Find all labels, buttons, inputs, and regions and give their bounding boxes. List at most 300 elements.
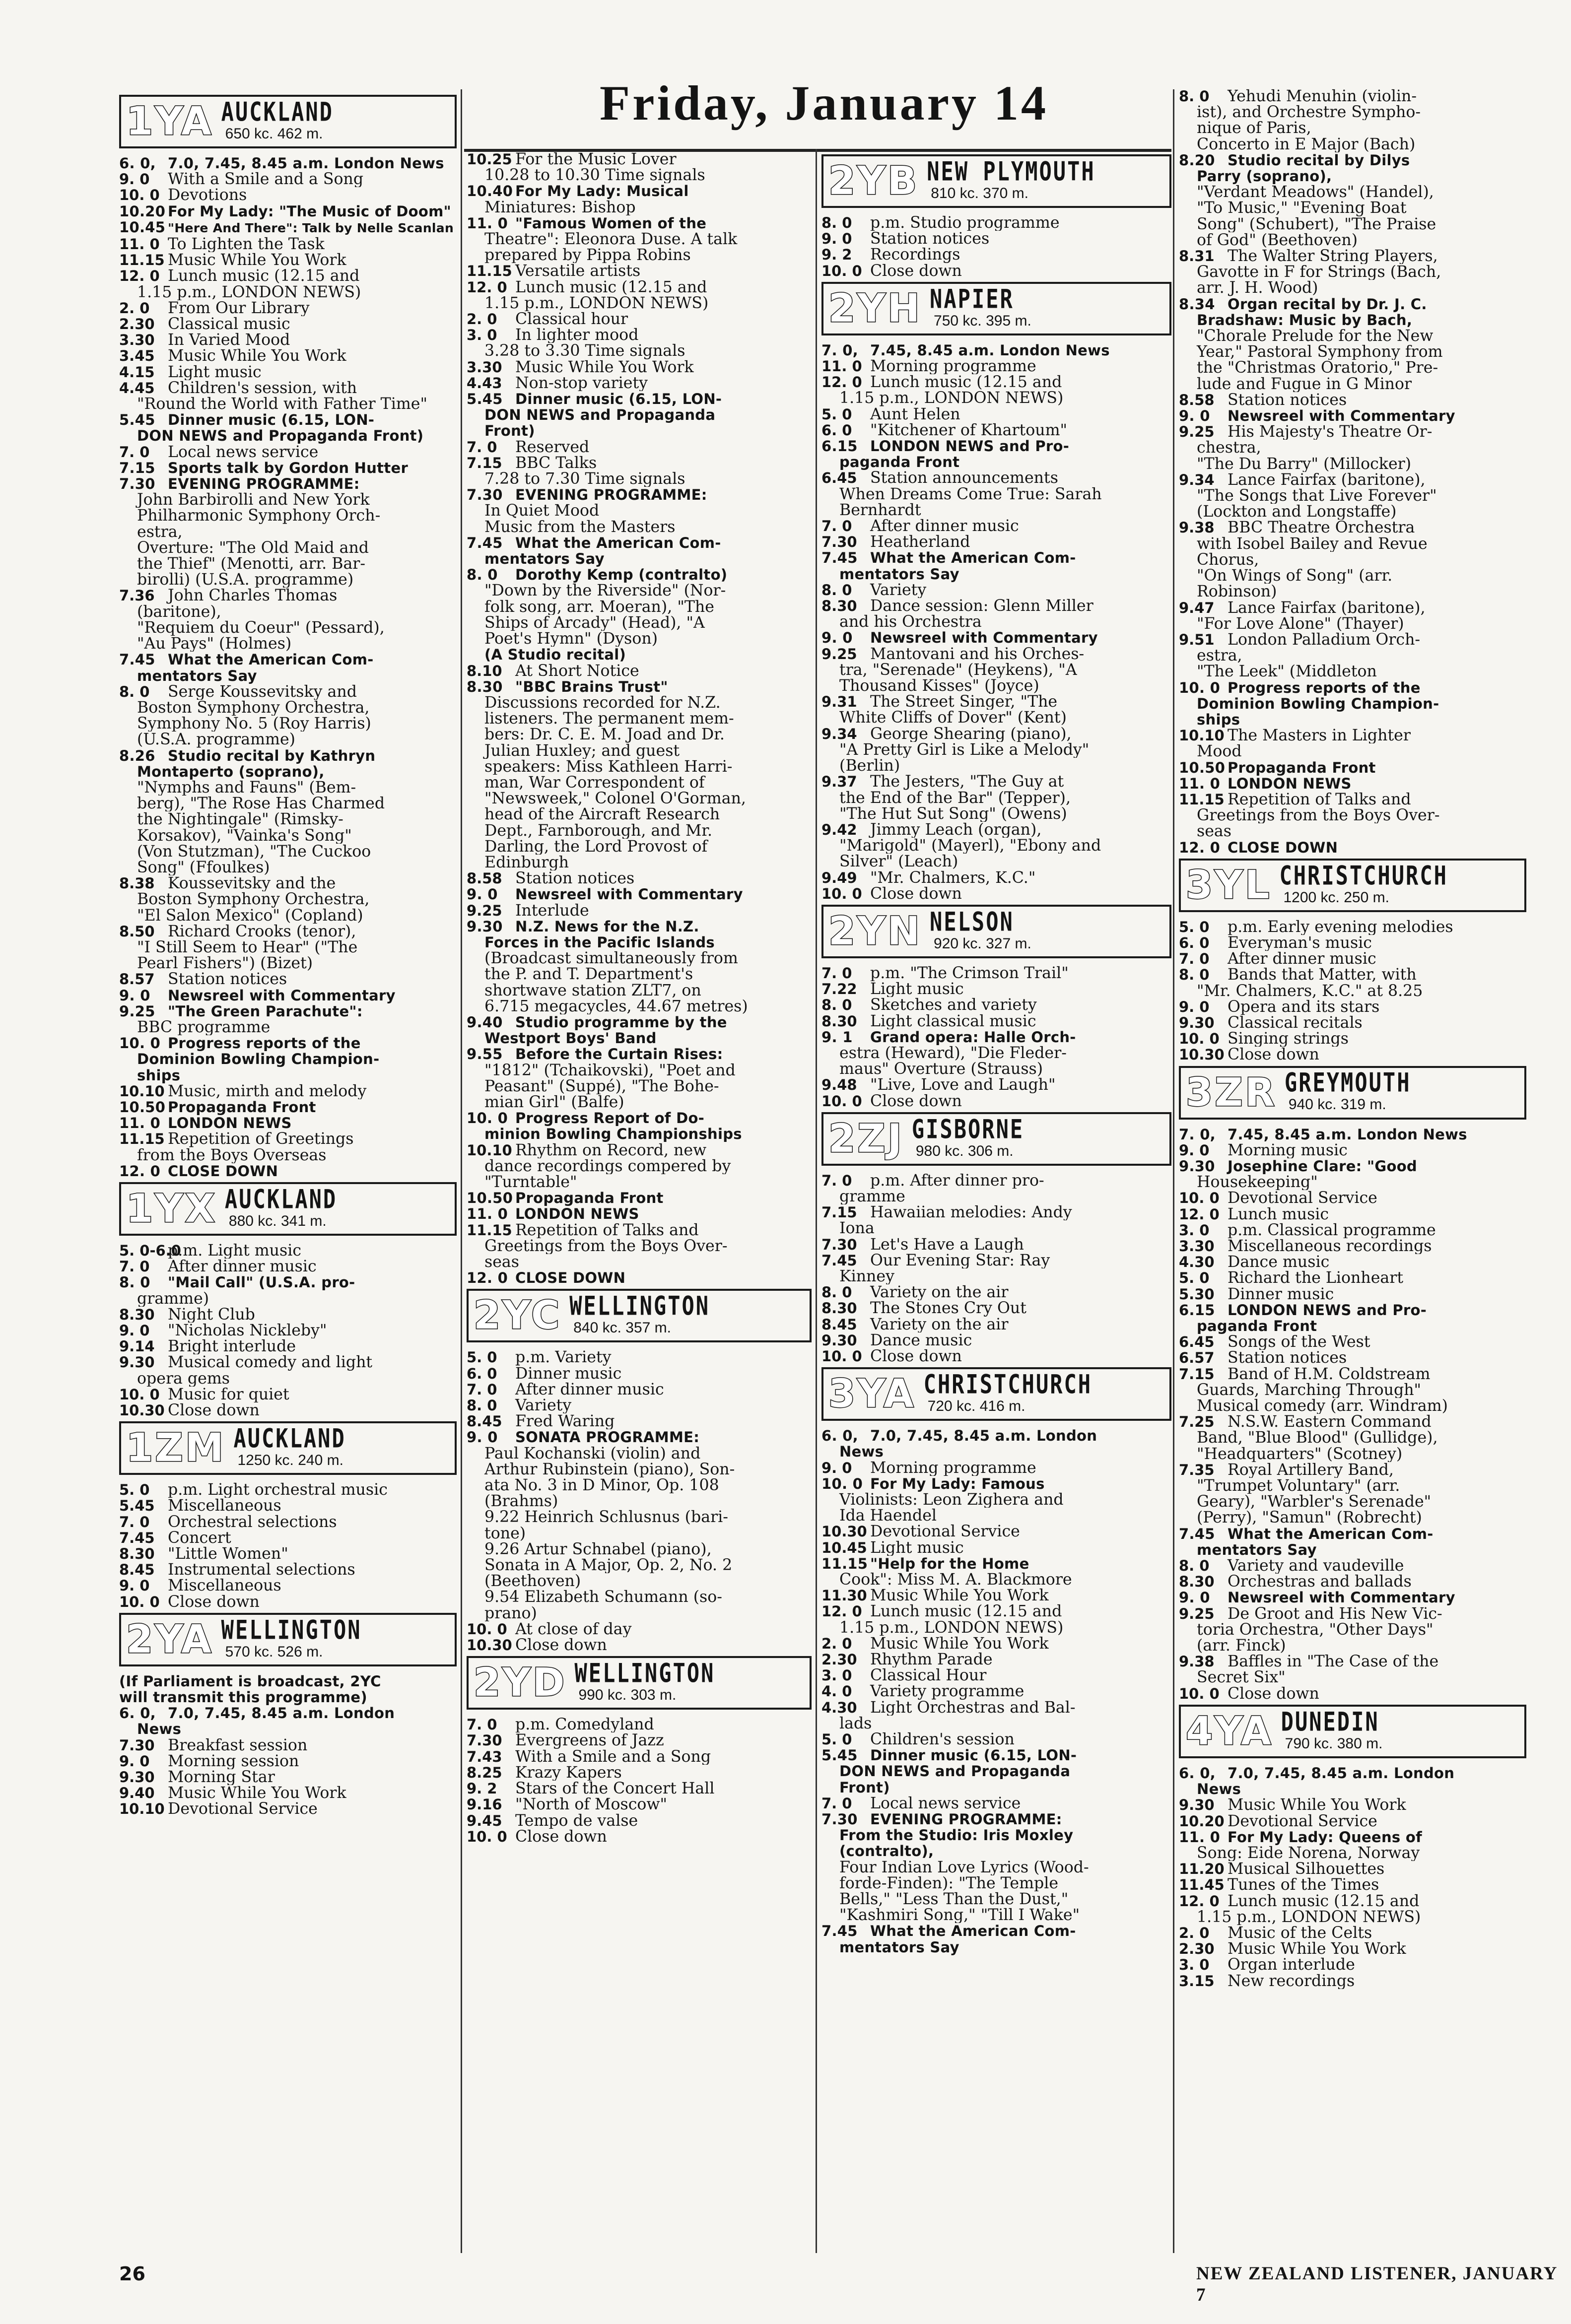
programme-time: 9. 2 bbox=[467, 1781, 497, 1797]
programme-text: Housekeeping" bbox=[1197, 1174, 1318, 1191]
programme-time: 8. 0 bbox=[467, 567, 498, 583]
programme-time: 7. 0 bbox=[119, 444, 150, 460]
programme-text: Front) bbox=[839, 1779, 890, 1795]
programme-detail bbox=[821, 1716, 1171, 1731]
programme-time: 12. 0 bbox=[119, 268, 160, 284]
programme-time: 9. 2 bbox=[821, 247, 852, 263]
programme-entry bbox=[1179, 1893, 1526, 1909]
programme-entry bbox=[467, 1366, 812, 1382]
programme-entry bbox=[1179, 296, 1526, 312]
programme-text: mian Girl" (Balfe) bbox=[484, 1094, 624, 1111]
programme-text: CLOSE DOWN bbox=[1228, 839, 1338, 856]
programme-detail bbox=[119, 860, 457, 875]
programme-time: 8. 0 bbox=[467, 1397, 497, 1414]
programme-entry bbox=[821, 534, 1171, 550]
programme-time: 7.36 bbox=[119, 588, 155, 604]
programme-text: Devotions bbox=[168, 187, 247, 203]
programme-text: p.m. Light orchestral music bbox=[168, 1482, 388, 1498]
programme-time: 9. 0 bbox=[821, 231, 852, 247]
programme-text: Thousand Kisses" (Joyce) bbox=[839, 678, 1039, 694]
programme-text: 7.28 to 7.30 Time signals bbox=[484, 471, 685, 487]
programme-text: 10.28 to 10.30 Time signals bbox=[484, 167, 705, 184]
programme-text: For My Lady: Queens of bbox=[1228, 1829, 1422, 1845]
programme-time: 10.20 bbox=[119, 203, 166, 219]
programme-text: EVENING PROGRAMME: bbox=[870, 1811, 1062, 1828]
programme-text: Reserved bbox=[515, 439, 590, 455]
programme-text: Edinburgh bbox=[484, 854, 569, 871]
programme-text: Station notices bbox=[168, 971, 287, 988]
programme-time: 4.30 bbox=[821, 1699, 857, 1716]
programme-text: Lance Fairfax (baritone), bbox=[1228, 599, 1426, 616]
programme-entry bbox=[119, 1737, 457, 1753]
programme-text: Music, mirth and melody bbox=[168, 1083, 367, 1099]
programme-text: Tempo de valse bbox=[515, 1812, 638, 1829]
programme-text: Pearl Fishers") (Bizet) bbox=[137, 955, 313, 972]
programme-text: Sketches and variety bbox=[870, 997, 1037, 1013]
programme-text: Boston Symphony Orchestra, bbox=[137, 891, 370, 908]
programme-text: Overture: "The Old Maid and bbox=[137, 539, 369, 556]
programme-text: Children's session, with bbox=[168, 380, 357, 397]
programme-text: "Nymphs and Fauns" (Bem- bbox=[137, 779, 356, 796]
programme-detail bbox=[1179, 232, 1526, 248]
programme-detail bbox=[467, 1509, 812, 1525]
programme-detail bbox=[467, 950, 812, 966]
station-call-sign: 1YX bbox=[126, 1187, 217, 1231]
programme-time: 7. 0, bbox=[1179, 1126, 1216, 1142]
programme-time: 5. 0-6.0 bbox=[119, 1243, 181, 1259]
programme-text: "Trumpet Voluntary" (arr. bbox=[1197, 1478, 1400, 1494]
programme-text: Koussevitsky and the bbox=[168, 875, 336, 892]
programme-time: 9.14 bbox=[119, 1338, 155, 1355]
programme-text: Dance music bbox=[1228, 1254, 1330, 1270]
programme-entry bbox=[467, 1749, 812, 1765]
programme-entry bbox=[119, 652, 457, 667]
programme-text: estra, bbox=[137, 524, 183, 540]
programme-entry bbox=[119, 444, 457, 460]
programme-detail bbox=[1179, 1510, 1526, 1526]
programme-text: Year," Pastoral Symphony from bbox=[1197, 344, 1443, 360]
programme-text: Greetings from the Boys Over- bbox=[1197, 807, 1440, 824]
programme-time: 5.30 bbox=[1179, 1286, 1215, 1302]
programme-detail bbox=[1179, 1542, 1526, 1558]
programme-detail bbox=[467, 1526, 812, 1541]
programme-detail bbox=[821, 678, 1171, 694]
programme-text: LONDON NEWS bbox=[1228, 775, 1352, 792]
station-city: AUCKLAND bbox=[224, 1184, 338, 1214]
programme-entry bbox=[821, 406, 1171, 422]
programme-detail bbox=[1179, 280, 1526, 296]
programme-text: Studio recital by Kathryn bbox=[168, 747, 376, 764]
station-frequency: 720 kc. 416 m. bbox=[927, 1398, 1025, 1415]
programme-text: Devotional Service bbox=[1228, 1190, 1377, 1206]
programme-text: Classical music bbox=[168, 316, 290, 332]
programme-detail bbox=[1179, 360, 1526, 376]
programme-entry bbox=[821, 1524, 1171, 1539]
programme-text: Korsakov), "Vainka's Song" bbox=[137, 827, 352, 844]
page-date-heading: Friday, January 14 bbox=[600, 75, 1048, 131]
programme-entry bbox=[1179, 1590, 1526, 1605]
programme-entry bbox=[1179, 248, 1526, 264]
programme-entry bbox=[821, 1460, 1171, 1476]
programme-time: 11.20 bbox=[1179, 1861, 1225, 1877]
programme-time: 9. 0 bbox=[821, 630, 853, 646]
programme-entry bbox=[1179, 424, 1526, 440]
programme-entry bbox=[821, 1700, 1171, 1716]
programme-text: Morning programme bbox=[870, 1460, 1036, 1476]
programme-detail bbox=[821, 1859, 1171, 1875]
station-city: CHRISTCHURCH bbox=[1279, 860, 1448, 891]
programme-detail bbox=[467, 727, 812, 742]
programme-entry bbox=[119, 1594, 457, 1610]
programme-text: (If Parliament is broadcast, 2YC bbox=[119, 1673, 381, 1690]
programme-entry bbox=[821, 1253, 1171, 1268]
programme-detail bbox=[1179, 584, 1526, 599]
programme-detail bbox=[821, 566, 1171, 582]
programme-text: Light classical music bbox=[870, 1013, 1036, 1029]
programme-detail bbox=[821, 758, 1171, 774]
programme-entry bbox=[1179, 1206, 1526, 1222]
programme-entry bbox=[467, 679, 812, 695]
station-frequency: 790 kc. 380 m. bbox=[1285, 1735, 1383, 1752]
programme-text: New recordings bbox=[1228, 1973, 1355, 1989]
programme-text: What the American Com- bbox=[870, 1923, 1076, 1939]
programme-time: 9. 0 bbox=[1179, 1142, 1210, 1158]
programme-entry bbox=[467, 1382, 812, 1397]
programme-entry bbox=[821, 1636, 1171, 1652]
programme-text: "The Songs that Live Forever" bbox=[1197, 488, 1437, 504]
programme-entry bbox=[119, 1099, 457, 1115]
programme-detail bbox=[119, 955, 457, 971]
programme-time: 3.30 bbox=[119, 332, 155, 348]
programme-text: Close down bbox=[870, 885, 962, 902]
station-frequency: 1200 kc. 250 m. bbox=[1283, 889, 1389, 906]
programme-entry bbox=[467, 215, 812, 231]
programme-detail bbox=[119, 556, 457, 572]
programme-text: the Thief" (Menotti, arr. Bar- bbox=[137, 556, 366, 572]
programme-text: Close down bbox=[870, 1348, 962, 1365]
programme-time: 11.30 bbox=[821, 1588, 867, 1604]
programme-time: 10.40 bbox=[467, 183, 513, 199]
programme-detail bbox=[1179, 664, 1526, 679]
programme-entry bbox=[467, 663, 812, 679]
programme-text: "Turntable" bbox=[484, 1174, 577, 1191]
programme-time: 10. 0 bbox=[119, 1386, 160, 1403]
programme-entry bbox=[821, 358, 1171, 374]
programme-time: 9.25 bbox=[1179, 424, 1215, 440]
programme-time: 8. 0 bbox=[821, 582, 852, 598]
programme-text: estra (Heward), "Die Fleder- bbox=[839, 1045, 1067, 1062]
programme-text: What the American Com- bbox=[870, 550, 1076, 566]
programme-detail bbox=[821, 502, 1171, 518]
programme-entry bbox=[1179, 1558, 1526, 1574]
programme-detail bbox=[467, 1094, 812, 1110]
programme-detail bbox=[467, 519, 812, 535]
programme-entry bbox=[467, 1222, 812, 1238]
programme-text: Guards, Marching Through" bbox=[1197, 1382, 1422, 1398]
programme-entry bbox=[119, 1083, 457, 1099]
programme-time: 3. 0 bbox=[467, 327, 497, 343]
programme-text: listeners. The permanent mem- bbox=[484, 711, 734, 727]
programme-text: Lunch music (12.15 and bbox=[870, 1603, 1062, 1620]
programme-detail bbox=[821, 838, 1171, 854]
programme-text: The Jesters, "The Guy at bbox=[870, 774, 1064, 790]
programme-detail bbox=[467, 1238, 812, 1254]
programme-text: Fred Waring bbox=[515, 1413, 615, 1430]
programme-text: "Chorale Prelude for the New bbox=[1197, 328, 1434, 344]
programme-detail bbox=[1179, 743, 1526, 759]
programme-text: Local news service bbox=[870, 1795, 1021, 1812]
programme-text: Rhythm on Record, new bbox=[515, 1142, 707, 1158]
programme-entry bbox=[119, 1035, 457, 1051]
programme-detail bbox=[119, 796, 457, 811]
programme-text: 6.715 megacycles, 44.67 metres) bbox=[484, 998, 748, 1014]
programme-time: 7.30 bbox=[467, 1732, 502, 1749]
programme-time: 12. 0 bbox=[467, 279, 507, 295]
programme-text: paganda Front bbox=[839, 454, 960, 470]
programme-detail bbox=[119, 1721, 457, 1737]
programme-text: Close down bbox=[515, 1637, 607, 1654]
programme-entry bbox=[1179, 728, 1526, 743]
programme-entry bbox=[1179, 392, 1526, 408]
programme-text: Bernhardt bbox=[839, 502, 921, 519]
programme-text: What the American Com- bbox=[168, 652, 374, 668]
programme-time: 8.30 bbox=[821, 1300, 857, 1317]
programme-detail bbox=[467, 839, 812, 855]
programme-detail bbox=[467, 503, 812, 519]
programme-detail bbox=[467, 966, 812, 982]
programme-detail bbox=[467, 231, 812, 247]
programme-time: 8.30 bbox=[119, 1546, 155, 1562]
programme-text: Dept., Farnborough, and Mr. bbox=[484, 822, 712, 839]
programme-time: 6. 0 bbox=[467, 1365, 497, 1382]
programme-detail bbox=[467, 295, 812, 311]
programme-time: 11.15 bbox=[467, 263, 512, 279]
programme-entry bbox=[1179, 1047, 1526, 1062]
programme-entry bbox=[821, 1811, 1171, 1827]
programme-text: (baritone), bbox=[137, 603, 221, 620]
programme-entry bbox=[119, 1274, 457, 1290]
programme-entry bbox=[821, 263, 1171, 279]
programme-time: 7.43 bbox=[467, 1748, 502, 1765]
programme-text: 1.15 p.m., LONDON NEWS) bbox=[839, 390, 1064, 406]
programme-text: Lunch music bbox=[1228, 1206, 1329, 1222]
programme-detail bbox=[467, 1174, 812, 1190]
programme-time: 11. 0 bbox=[1179, 1829, 1221, 1845]
programme-detail bbox=[119, 731, 457, 747]
programme-time: 8.10 bbox=[467, 663, 502, 679]
programme-text: the End of the Bar" (Tepper), bbox=[839, 790, 1071, 806]
programme-detail bbox=[467, 775, 812, 791]
programme-entry bbox=[467, 567, 812, 583]
programme-text: "Famous Women of the bbox=[515, 215, 707, 232]
programme-text: mentators Say bbox=[137, 667, 257, 684]
programme-text: Miscellaneous recordings bbox=[1228, 1238, 1432, 1255]
programme-entry bbox=[1179, 1925, 1526, 1941]
programme-detail bbox=[467, 1062, 812, 1078]
programme-entry bbox=[119, 1785, 457, 1801]
programme-text: Music of the Celts bbox=[1228, 1925, 1372, 1941]
programme-time: 9.30 bbox=[821, 1332, 857, 1348]
programme-text: Bright interlude bbox=[168, 1338, 296, 1355]
programme-time: 5. 0 bbox=[1179, 1270, 1210, 1286]
programme-text: (arr. Finck) bbox=[1197, 1638, 1286, 1654]
programme-detail bbox=[821, 614, 1171, 630]
programme-text: Light music bbox=[870, 1539, 964, 1556]
programme-time: 6. 0, bbox=[821, 1428, 858, 1444]
programme-detail bbox=[467, 1605, 812, 1621]
programme-detail bbox=[119, 811, 457, 827]
station-header-1ya bbox=[119, 95, 457, 148]
programme-detail bbox=[1179, 536, 1526, 552]
programme-time: 5. 0 bbox=[1179, 919, 1210, 935]
programme-detail bbox=[1179, 648, 1526, 664]
programme-entry bbox=[821, 598, 1171, 614]
programme-text: EVENING PROGRAMME: bbox=[168, 476, 360, 492]
programme-text: Silver" (Leach) bbox=[839, 854, 958, 870]
programme-text: Julian Huxley; and guest bbox=[484, 742, 680, 759]
programme-text: Close down bbox=[1228, 1685, 1319, 1702]
programme-text: gramme) bbox=[137, 1290, 209, 1307]
programme-detail bbox=[467, 1493, 812, 1509]
programme-text: "I Still Seem to Hear" ("The bbox=[137, 939, 358, 956]
programme-entry bbox=[821, 694, 1171, 710]
programme-text: Opera and its stars bbox=[1228, 998, 1380, 1015]
station-city: GREYMOUTH bbox=[1284, 1067, 1411, 1098]
programme-time: 9.34 bbox=[821, 726, 857, 742]
programme-time: 9.45 bbox=[467, 1812, 502, 1829]
programme-entry bbox=[1179, 760, 1526, 776]
programme-text: Miniatures: Bishop bbox=[484, 199, 636, 215]
station-call-sign: 2YD bbox=[474, 1660, 567, 1706]
programme-text: dance recordings compered by bbox=[484, 1158, 731, 1174]
station-city: NAPIER bbox=[930, 283, 1014, 314]
programme-entry bbox=[1179, 1606, 1526, 1622]
programme-detail bbox=[1179, 344, 1526, 360]
programme-detail bbox=[467, 343, 812, 359]
programme-text: Variety on the air bbox=[870, 1284, 1009, 1301]
programme-entry bbox=[1179, 520, 1526, 535]
programme-time: 7.15 bbox=[821, 1204, 857, 1221]
programme-time: 11. 0 bbox=[467, 215, 508, 232]
programme-detail bbox=[119, 908, 457, 924]
programme-entry bbox=[1179, 1957, 1526, 1973]
programme-time: 10.30 bbox=[119, 1402, 165, 1419]
programme-time: 7. 0 bbox=[821, 1172, 852, 1189]
programme-detail bbox=[1179, 616, 1526, 632]
programme-text: Dominion Bowling Champion- bbox=[1197, 695, 1439, 712]
programme-time: 8.26 bbox=[119, 747, 155, 764]
programme-entry bbox=[821, 1667, 1171, 1683]
programme-time: 10.50 bbox=[1179, 759, 1226, 776]
programme-text: "North of Moscow" bbox=[515, 1796, 668, 1813]
station-call-sign: 1ZM bbox=[126, 1426, 226, 1471]
programme-text: Night Club bbox=[168, 1306, 255, 1323]
programme-text: Everyman's music bbox=[1228, 934, 1372, 951]
station-info bbox=[927, 907, 1031, 956]
programme-time: 9.30 bbox=[119, 1354, 155, 1371]
programme-text: Repetition of Talks and bbox=[515, 1222, 699, 1238]
programme-text: mentators Say bbox=[484, 551, 605, 567]
programme-text: "The Hut Sut Song" (Owens) bbox=[839, 805, 1067, 822]
programme-text: Songs of the West bbox=[1228, 1334, 1370, 1350]
programme-text: Station notices bbox=[1228, 392, 1347, 408]
programme-text: chestra, bbox=[1197, 440, 1261, 456]
programme-text: Repetition of Greetings bbox=[168, 1131, 354, 1147]
programme-detail bbox=[821, 1444, 1171, 1460]
programme-text: will transmit this programme) bbox=[119, 1689, 367, 1706]
programme-detail bbox=[1179, 200, 1526, 216]
programme-entry bbox=[1179, 1270, 1526, 1286]
programme-text: "1812" (Tchaikovski), "Poet and bbox=[484, 1062, 736, 1078]
programme-text: 7.45, 8.45 a.m. London News bbox=[1228, 1126, 1467, 1142]
programme-text: 7.45, 8.45 a.m. London News bbox=[870, 342, 1110, 359]
programme-time: 8. 0 bbox=[119, 1274, 150, 1291]
programme-time: 8. 0 bbox=[1179, 967, 1210, 983]
programme-time: 9.49 bbox=[821, 869, 857, 886]
programme-detail bbox=[1179, 568, 1526, 584]
programme-text: "Headquarters" (Scotney) bbox=[1197, 1446, 1403, 1462]
programme-text: 7.0, 7.45, 8.45 a.m. London bbox=[168, 1705, 395, 1722]
programme-time: 9. 0 bbox=[1179, 408, 1210, 424]
programme-entry bbox=[467, 1637, 812, 1653]
programme-time: 3.30 bbox=[467, 359, 502, 375]
programme-text: SONATA PROGRAMME: bbox=[515, 1429, 700, 1446]
programme-detail bbox=[467, 1158, 812, 1174]
programme-entry bbox=[467, 1813, 812, 1829]
station-info bbox=[218, 97, 334, 146]
programme-detail bbox=[1179, 1909, 1526, 1925]
programme-time: 8. 0 bbox=[119, 683, 150, 700]
programme-entry bbox=[1179, 1797, 1526, 1813]
programme-time: 10.50 bbox=[467, 1190, 513, 1206]
programme-time: 4.30 bbox=[1179, 1254, 1215, 1270]
programme-time: 8.45 bbox=[821, 1316, 857, 1332]
programme-time: 7. 0 bbox=[467, 1381, 497, 1398]
programme-time: 9. 0 bbox=[119, 171, 150, 188]
programme-entry bbox=[119, 924, 457, 939]
programme-time: 9. 0 bbox=[1179, 998, 1210, 1015]
programme-time: 4.15 bbox=[119, 364, 155, 380]
programme-text: Musical Silhouettes bbox=[1228, 1861, 1385, 1877]
programme-detail bbox=[821, 1939, 1171, 1955]
programme-entry bbox=[119, 588, 457, 603]
programme-entry bbox=[1179, 1015, 1526, 1031]
station-header-4ya bbox=[1179, 1705, 1526, 1758]
programme-text: ata No. 3 in D Minor, Op. 108 bbox=[484, 1477, 719, 1494]
programme-text: From Our Library bbox=[168, 300, 310, 317]
programme-text: At Short Notice bbox=[515, 663, 639, 679]
programme-entry bbox=[821, 1093, 1171, 1109]
programme-time: 7. 0 bbox=[119, 1259, 150, 1275]
programme-text: lads bbox=[839, 1715, 872, 1732]
programme-entry bbox=[119, 1705, 457, 1721]
programme-text: Close down bbox=[168, 1594, 260, 1610]
programme-entry bbox=[821, 726, 1171, 742]
programme-entry bbox=[119, 364, 457, 380]
programme-time: 10.10 bbox=[119, 1801, 165, 1817]
programme-detail bbox=[821, 1763, 1171, 1779]
programme-entry bbox=[119, 1243, 457, 1259]
programme-text: Peasant" (Suppé), "The Bohe- bbox=[484, 1078, 719, 1094]
programme-time: 9.37 bbox=[821, 774, 857, 790]
programme-time: 5. 0 bbox=[821, 406, 852, 422]
programme-detail bbox=[467, 934, 812, 950]
programme-text: tone) bbox=[484, 1525, 526, 1541]
listing-column-4 bbox=[1179, 88, 1526, 1989]
programme-entry bbox=[467, 919, 812, 934]
programme-time: 11. 0 bbox=[119, 1115, 161, 1131]
programme-text: Song" (Ffoulkes) bbox=[137, 859, 270, 876]
